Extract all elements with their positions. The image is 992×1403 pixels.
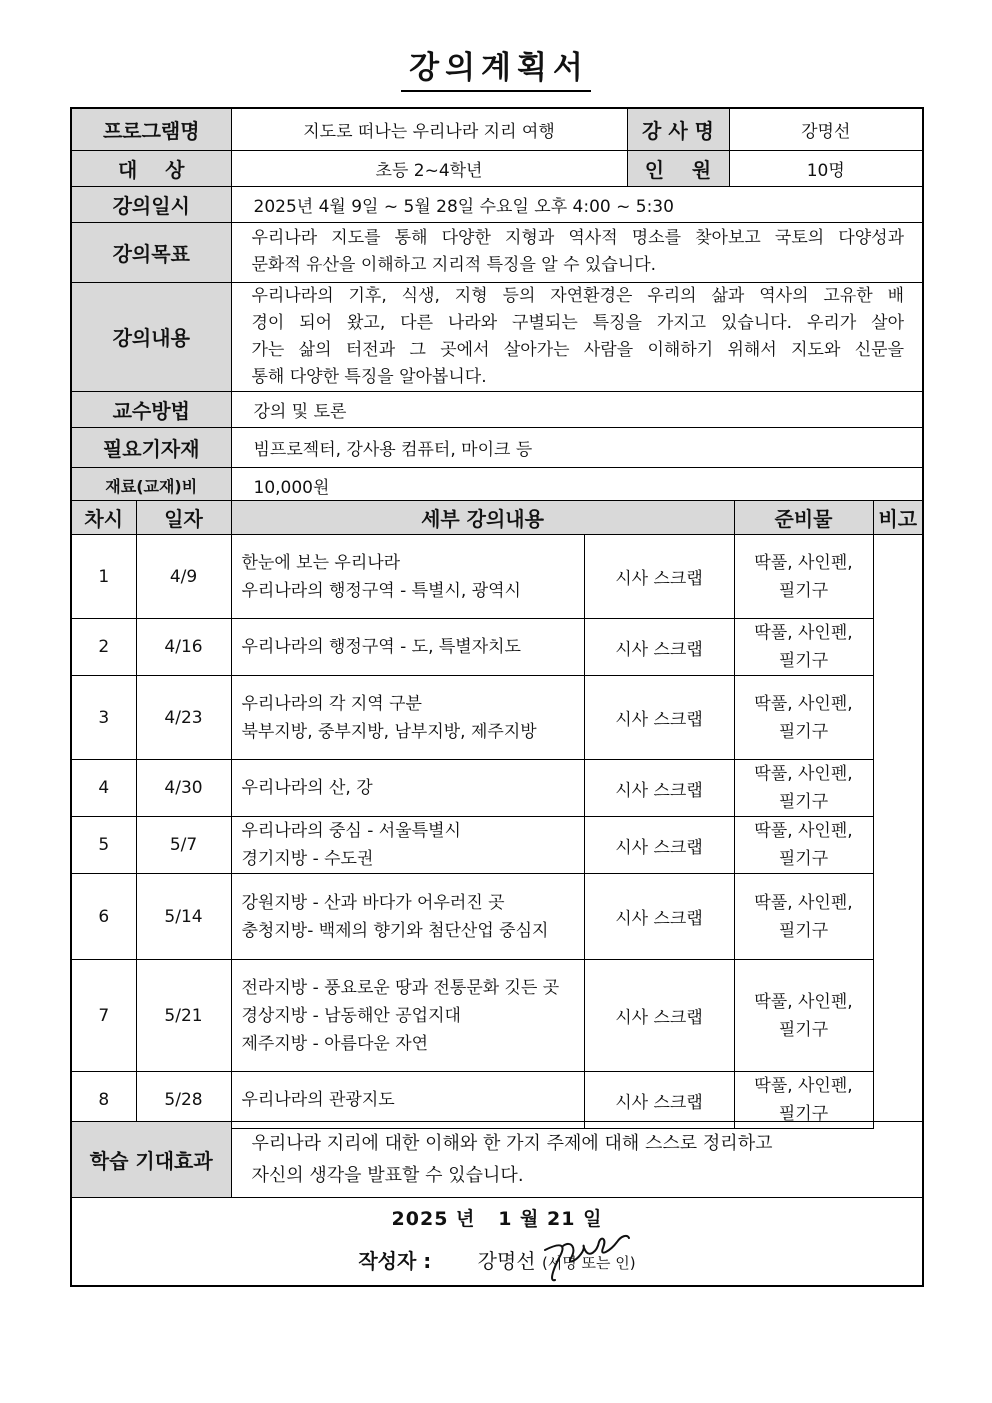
- session-supplies: [734, 535, 873, 619]
- content-line: 북부지방, 중부지방, 남부지방, 제주지방: [241, 721, 537, 742]
- signature-area: [71, 1198, 923, 1286]
- supplies-line: 딱풀, 사인펜,: [754, 693, 853, 714]
- goal-line: 우리나라 지도를 통해 다양한 지형과 역사적 명소를 찾아보고 국토의 다양성과: [251, 228, 904, 248]
- table-row: [71, 619, 923, 676]
- session-date: 4/30: [136, 760, 231, 817]
- content-line: 강원지방 - 산과 바다가 어우러진 곳: [241, 892, 505, 913]
- supplies-line: 필기구: [778, 580, 829, 601]
- info-table: [70, 107, 924, 506]
- session-date: 5/28: [136, 1072, 231, 1129]
- supplies-line: 딱풀, 사인펜,: [754, 1076, 853, 1096]
- supplies-line: 필기구: [778, 792, 829, 812]
- session-supplies: [734, 619, 873, 676]
- session-date: 4/9: [136, 535, 231, 619]
- header-note: 비고: [873, 501, 923, 535]
- session-number: 6: [71, 874, 136, 960]
- session-date: 5/7: [136, 817, 231, 874]
- author-label: 작성자 :: [358, 1249, 432, 1273]
- session-content: [231, 760, 584, 817]
- content-line: 우리나라의 행정구역 - 도, 특별자치도: [241, 637, 521, 657]
- instructor-value: 강명선: [729, 108, 923, 150]
- header-content: 세부 강의내용: [231, 501, 734, 535]
- content-line: 우리나라의 중심 - 서울특별시: [241, 821, 461, 841]
- session-content: [231, 874, 584, 960]
- session-content: [231, 619, 584, 676]
- supplies-line: 필기구: [778, 651, 829, 671]
- method-label: 교수방법: [71, 391, 231, 427]
- supplies-line: 필기구: [778, 849, 829, 869]
- signature-image: [541, 1228, 633, 1286]
- session-number: 5: [71, 817, 136, 874]
- material-value: 10,000원: [231, 467, 923, 505]
- supplies-line: 딱풀, 사인펜,: [754, 623, 853, 643]
- content-line: 제주지방 - 아름다운 자연: [241, 1033, 429, 1054]
- table-row: [71, 1072, 923, 1129]
- program-label: 프로그램명: [71, 108, 231, 150]
- headcount-value: 10명: [729, 150, 923, 186]
- session-activity: 시사 스크랩: [584, 760, 734, 817]
- goal-text: [231, 222, 923, 282]
- header-date: 일자: [136, 501, 231, 535]
- content-line: 경상지방 - 남동해안 공업지대: [241, 1005, 461, 1026]
- session-activity: 시사 스크랩: [584, 1072, 734, 1129]
- program-value: 지도로 떠나는 우리나라 지리 여행: [231, 108, 627, 150]
- session-number: 3: [71, 676, 136, 760]
- session-number: 4: [71, 760, 136, 817]
- equipment-label: 필요기자재: [71, 427, 231, 467]
- content-line: 우리나라의 각 지역 구분: [241, 693, 422, 714]
- supplies-line: 딱풀, 사인펜,: [754, 764, 853, 784]
- target-value: 초등 2~4학년: [231, 150, 627, 186]
- content-line: 통해 다양한 특징을 알아봅니다.: [251, 366, 487, 387]
- session-content: [231, 817, 584, 874]
- instructor-label: 강 사 명: [627, 108, 729, 150]
- document-date: 2025 년 1 월 21 일: [391, 1208, 603, 1230]
- effect-text: [231, 1122, 923, 1198]
- target-label: 대 상: [71, 150, 231, 186]
- author-row: [72, 1231, 922, 1274]
- session-content: [231, 1072, 584, 1129]
- session-supplies: [734, 676, 873, 760]
- session-number: 2: [71, 619, 136, 676]
- table-row: [71, 817, 923, 874]
- sign-note: (서명 또는 인): [541, 1254, 636, 1272]
- session-supplies: [734, 960, 873, 1072]
- equipment-value: 빔프로젝터, 강사용 컴퓨터, 마이크 등: [231, 427, 923, 467]
- content-label: 강의내용: [71, 282, 231, 391]
- session-date: 5/21: [136, 960, 231, 1072]
- table-row: [71, 760, 923, 817]
- content-line: 한눈에 보는 우리나라: [241, 552, 401, 573]
- session-activity: 시사 스크랩: [584, 874, 734, 960]
- content-line: 우리나라의 관광지도: [241, 1090, 395, 1110]
- content-line: 우리나라의 행정구역 - 특별시, 광역시: [241, 580, 521, 601]
- session-date: 5/14: [136, 874, 231, 960]
- content-line: 경이 되어 왔고, 다른 나라와 구별되는 특징을 가지고 있습니다. 우리가 살아: [251, 312, 904, 333]
- supplies-line: 필기구: [778, 920, 829, 941]
- content-line: 우리나라의 기후, 식생, 지형 등의 자연환경은 우리의 삶과 역사의 고유한 배: [251, 285, 904, 306]
- session-note: [873, 535, 923, 1129]
- header-session: 차시: [71, 501, 136, 535]
- schedule-table: [70, 500, 924, 1129]
- effect-label: 학습 기대효과: [71, 1122, 231, 1198]
- supplies-line: 딱풀, 사인펜,: [754, 991, 853, 1012]
- table-row: [71, 535, 923, 619]
- effect-line: 우리나라 지리에 대한 이해와 한 가지 주제에 대해 스스로 정리하고: [251, 1132, 773, 1154]
- document-title: 강의계획서: [0, 42, 992, 87]
- session-content: [231, 535, 584, 619]
- session-number: 8: [71, 1072, 136, 1129]
- content-text: [231, 282, 923, 391]
- session-number: 1: [71, 535, 136, 619]
- method-value: 강의 및 토론: [231, 391, 923, 427]
- content-line: 충청지방- 백제의 향기와 첨단산업 중심지: [241, 920, 549, 941]
- effect-table: [70, 1121, 924, 1287]
- table-row: [71, 676, 923, 760]
- supplies-line: 필기구: [778, 721, 829, 742]
- material-label: 재료(교재)비: [71, 467, 231, 505]
- session-content: [231, 960, 584, 1072]
- author-name: 강명선: [477, 1249, 536, 1273]
- supplies-line: 딱풀, 사인펜,: [754, 892, 853, 913]
- supplies-line: 필기구: [778, 1104, 829, 1124]
- session-activity: 시사 스크랩: [584, 619, 734, 676]
- content-line: 경기지방 - 수도권: [241, 849, 374, 869]
- session-supplies: [734, 760, 873, 817]
- session-content: [231, 676, 584, 760]
- table-row: [71, 960, 923, 1072]
- schedule-label: 강의일시: [71, 186, 231, 222]
- session-number: 7: [71, 960, 136, 1072]
- goal-label: 강의목표: [71, 222, 231, 282]
- goal-line: 문화적 유산을 이해하고 지리적 특징을 알 수 있습니다.: [251, 255, 657, 275]
- session-supplies: [734, 874, 873, 960]
- content-line: 우리나라의 산, 강: [241, 778, 373, 798]
- content-line: 가는 삶의 터전과 그 곳에서 살아가는 사람을 이해하기 위해서 지도와 신문을: [251, 339, 904, 360]
- session-activity: 시사 스크랩: [584, 535, 734, 619]
- session-activity: 시사 스크랩: [584, 817, 734, 874]
- schedule-value: 2025년 4월 9일 ~ 5월 28일 수요일 오후 4:00 ~ 5:30: [231, 186, 923, 222]
- supplies-line: 딱풀, 사인펜,: [754, 552, 853, 573]
- supplies-line: 필기구: [778, 1019, 829, 1040]
- effect-line: 자신의 생각을 발표할 수 있습니다.: [251, 1164, 524, 1186]
- header-supplies: 준비물: [734, 501, 873, 535]
- headcount-label: 인 원: [627, 150, 729, 186]
- content-line: 전라지방 - 풍요로운 땅과 전통문화 깃든 곳: [241, 977, 560, 998]
- table-row: [71, 874, 923, 960]
- session-supplies: [734, 817, 873, 874]
- session-date: 4/23: [136, 676, 231, 760]
- session-activity: 시사 스크랩: [584, 960, 734, 1072]
- session-date: 4/16: [136, 619, 231, 676]
- session-supplies: [734, 1072, 873, 1129]
- session-activity: 시사 스크랩: [584, 676, 734, 760]
- supplies-line: 딱풀, 사인펜,: [754, 821, 853, 841]
